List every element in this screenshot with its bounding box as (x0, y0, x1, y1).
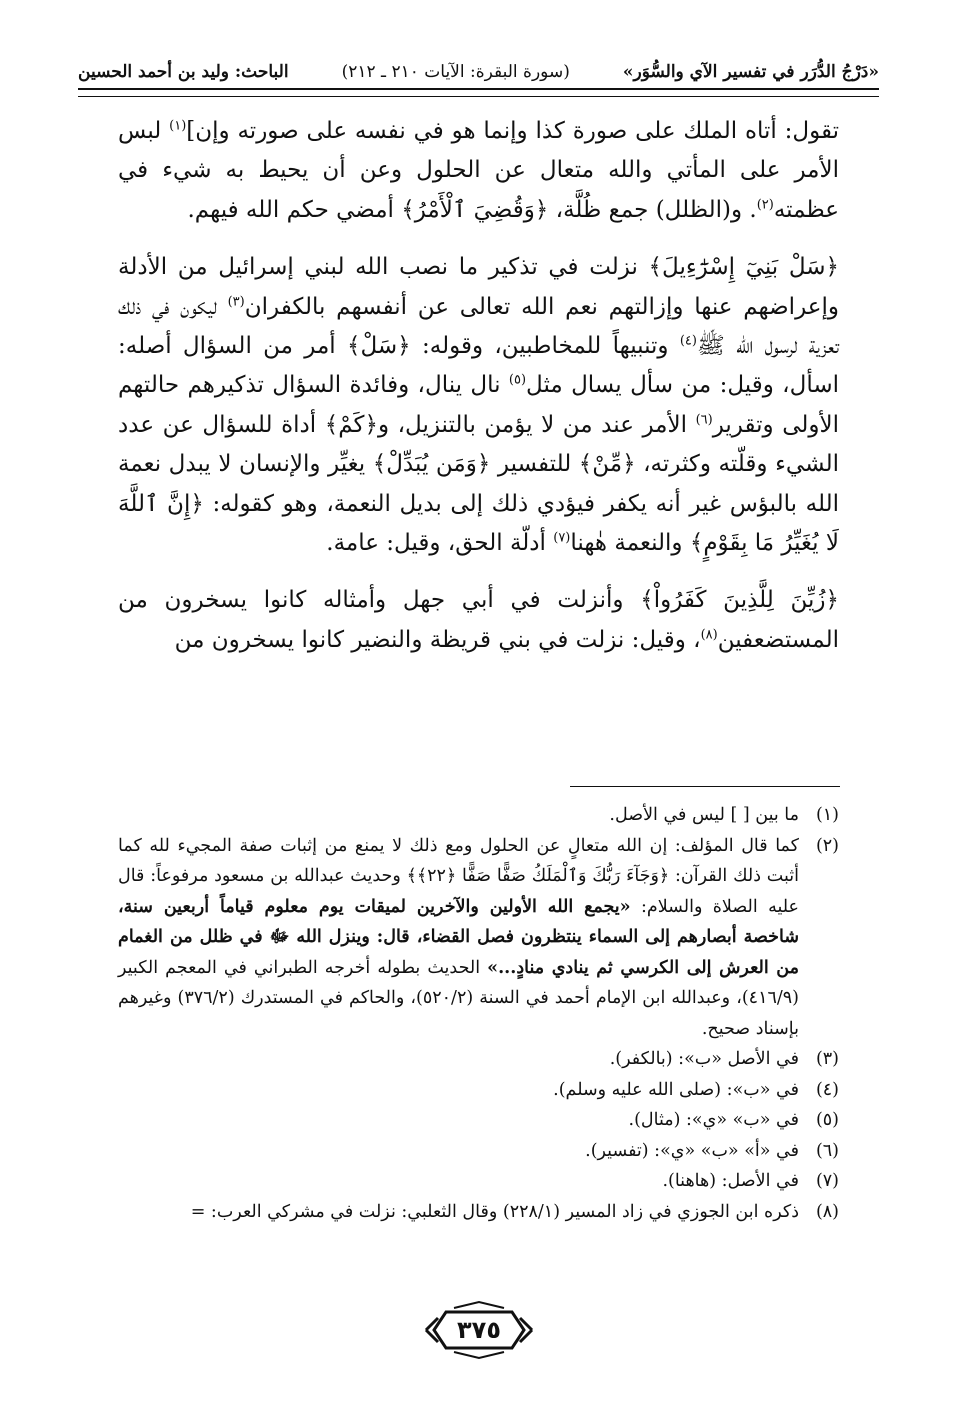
text-run: ليكون في ذلك تعزية لرسول الله ﷺ (118, 293, 839, 360)
footnote-ref: (٤) (679, 333, 697, 349)
footnote-text: في «أ» «ب» «ي»: (تفسير). (585, 1140, 799, 1161)
footnote-text: ما بين [ ] ليس في الأصل. (609, 805, 799, 825)
page-number-text: ٣٧٥ (457, 1316, 501, 1344)
header-author: الباحث: وليد بن أحمد الحسين (78, 62, 289, 82)
paragraph-1 (118, 112, 839, 230)
footnote-ref: (١) (169, 118, 187, 134)
footnote-ref: (٢) (756, 197, 774, 213)
footnote-ref: (٧) (553, 530, 571, 546)
footnote-ref: (٣) (227, 293, 245, 309)
header-surah-range: (سورة البقرة: الآيات ٢١٠ ـ ٢١٢) (341, 62, 570, 82)
header-book-title: «دَرْجُ الدُّرَر في تفسير الآي والسُّوَر» (622, 62, 879, 82)
footnote-ref: (٦) (695, 412, 713, 428)
footnote-6 (118, 1136, 839, 1167)
footnote-text-run: الحديث بطوله أخرجه الطبراني في المعجم الكبير (٤١٦/٩)، وعبدالله ابن الإمام أحمد في السنة (٥٢٠/٢)، والحاكم في المستدرك (٣٧٦/٢) وغيرهم بإسناد صحيح. (118, 957, 799, 1039)
text-run: نال ينال، وفائدة السؤال تذكيرهم حالتهم الأولى وتقرير (118, 372, 840, 438)
text-run: وتنبيهاً للمخاطبين، وقوله: ﴿سَلْ﴾ أمر من السؤال أصله: اسأل، وقيل: من سأل يسال مثل (118, 333, 839, 399)
footnote-number: (١) (815, 805, 839, 825)
footnote-ref: (٥) (508, 372, 527, 388)
footnote-number: (٦) (815, 1140, 839, 1161)
footnote-number: (٨) (815, 1201, 839, 1222)
text-run: ، وقيل: نزلت في بني قريظة والنضير كانوا يسخرون من (174, 626, 701, 653)
footnote-5 (118, 1105, 839, 1136)
hadith-quote: «يجمع الله الأولين والآخرين لميقات يوم معلوم قياماً أربعين سنة، شاخصة أبصارهم إلى السماء ينتظرون فصل القضاء، قال: وينزل الله ﷻ في ظلل من الغمام من العرش إلى الكرسي ثم ينادي منادٍ...» (118, 896, 800, 978)
footnote-text (118, 831, 799, 1045)
footnote-number: (٢) (815, 835, 839, 856)
page-number (424, 1300, 534, 1360)
footnote-7 (118, 1166, 839, 1197)
footnote-1 (118, 800, 839, 831)
footnote-number: (٣) (815, 1049, 839, 1069)
running-header (78, 52, 879, 92)
footnote-text: في «ب»: (صلى الله عليه وسلم). (553, 1079, 799, 1100)
text-run: ﴿سَلْ بَنِيٓ إِسْرَٰٓءِيلَ﴾ نزلت في تذكير ما نصب الله لبني إسرائيل من الأدلة وإعراضهم عنها وإزالتهم نعم الله تعالى عن أنفسهم بالكفران (118, 254, 839, 320)
header-rule (78, 88, 879, 97)
footnote-text: في الأصل «ب»: (بالكفر). (609, 1049, 799, 1069)
footnote-3 (118, 1044, 839, 1075)
footnote-text: في «ب» «ي»: (مثال). (628, 1110, 799, 1130)
text-run: الأمر عند من لا يؤمن بالتنزيل، و﴿كَمْ﴾ أداة للسؤال عن عدد الشيء وقلّته وكثرته، ﴿مِّنْ﴾ للتفسير ﴿وَمَن يُبَدِّلْ﴾ يغيِّر والإنسان لا يبدل نعمة الله بالبؤس غير أنه يكفر فيؤدي ذلك إلى بديل النعمة، وهو كقوله: ﴿إِنَّ ٱللَّهَ لَا يُغَيِّرُ مَا بِقَوْمٍ﴾ والنعمة هٰهنا (118, 411, 839, 557)
footnote-ref: (٨) (700, 627, 718, 643)
text-run: تقول: أتاه الملك على صورة كذا وإنما هو في نفسه على صورته وإن] (186, 118, 840, 144)
text-run: لبس الأمر على المأتي والله متعال عن الحلول وعن أن يحيط به شيء في عظمته (118, 118, 839, 223)
paragraph-3 (118, 581, 839, 660)
main-text (118, 112, 839, 678)
footnote-separator (570, 786, 840, 787)
footnote-8 (118, 1197, 839, 1228)
text-run: ﴿زُيِّنَ لِلَّذِينَ كَفَرُواْ﴾ وأنزلت في أبي جهل وأمثاله كانوا يسخرون من المستضعفين (118, 587, 839, 653)
footnote-number: (٤) (815, 1079, 839, 1100)
paragraph-2 (118, 248, 839, 563)
text-run: . و(الظلل) جمع ظُلَّة، ﴿وَقُضِيَ ٱلْأَمْرُ﴾ أمضي حكم الله فيهم. (187, 196, 757, 223)
footnotes (118, 800, 839, 1227)
footnote-number: (٧) (815, 1171, 839, 1191)
footnote-4 (118, 1075, 839, 1106)
footnote-text: في الأصل: (هاهنا). (662, 1171, 799, 1191)
footnote-text: ذكره ابن الجوزي في زاد المسير (٢٢٨/١) وقال الثعلبي: نزلت في مشركي العرب: = (190, 1201, 799, 1222)
footnote-2 (118, 831, 839, 1045)
footnote-number: (٥) (815, 1110, 839, 1130)
footnote-text-run: كما قال المؤلف: إن الله متعالٍ عن الحلول ومع ذلك لا يمنع من إثبات صفة المجيء لله كما أثبت ذلك القرآن: ﴿وَجَآءَ رَبُّكَ وَٱلْمَلَكُ صَفًّا صَفًّا ﴿٢٢﴾﴾ وحديث عبدالله بن مسعود مرفوعاً: قال عليه الصلاة والسلام: (118, 835, 799, 917)
text-run: أدلّة الحق، وقيل: عامة. (326, 530, 554, 557)
